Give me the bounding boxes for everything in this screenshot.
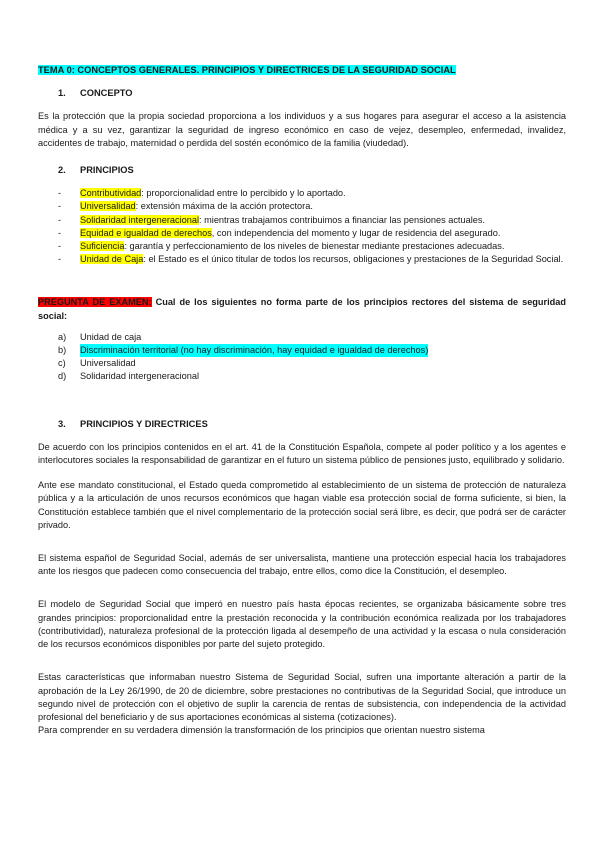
- section-3-heading: [58, 418, 566, 431]
- principle-item: [38, 240, 566, 253]
- section-3-title: PRINCIPIOS Y DIRECTRICES: [80, 418, 208, 429]
- section-3-paragraph: Para comprender en su verdadera dimensión la transformación de los principios que orientan nuestro sistema: [38, 725, 485, 736]
- list-dash: -: [58, 214, 62, 225]
- document-title-text: TEMA 0: CONCEPTOS GENERALES. PRINCIPIOS Y DIRECTRICES DE LA SEGURIDAD SOCIAL: [38, 65, 456, 75]
- exam-option: [38, 331, 566, 344]
- principle-description: : extensión máxima de la acción protectora.: [135, 201, 313, 212]
- list-dash: -: [58, 188, 62, 199]
- exam-question-text: Cual de los siguientes no forma parte de los principios rectores del sistema de seguridad social:: [38, 297, 566, 321]
- principle-term: Universalidad: [80, 201, 136, 212]
- principle-term: Unidad de Caja: [80, 254, 144, 265]
- principle-description: : el Estado es el único titular de todos los recursos, obligaciones y prestaciones de la Seguridad Social.: [143, 254, 564, 265]
- list-dash: -: [58, 201, 62, 212]
- option-text: Unidad de caja: [80, 331, 142, 342]
- section-2-number: 2.: [58, 165, 66, 176]
- document-page: [38, 64, 566, 737]
- section-2-heading: [58, 164, 566, 177]
- principle-item: [38, 253, 566, 266]
- principle-term: Solidaridad intergeneracional: [80, 214, 200, 225]
- principle-description: : garantía y perfeccionamiento de los niveles de bienestar mediante prestaciones adecuadas.: [124, 241, 505, 252]
- exam-question: [38, 296, 566, 322]
- section-3-paragraph: Estas características que informaban nuestro Sistema de Seguridad Social, sufren una importante alteración a partir de la aprobación de la Ley 26/1990, de 20 de diciembre, sobre prestaciones no contributivas de la Seguridad Social, que introduce un segundo nivel de protección con el objetivo de suplir la carencia de rentas de subsistencia, con independencia de la actividad profesional del beneficiario y de sus aportaciones económicas al sistema (cotizaciones).: [38, 672, 566, 722]
- exam-option: [38, 370, 566, 383]
- list-dash: -: [58, 254, 62, 265]
- principle-item: [38, 187, 566, 200]
- section-3-paragraph: Ante ese mandato constitucional, el Estado queda comprometido al establecimiento de un sistema de protección de naturaleza pública y a la articulación de unos recursos económicos que hagan viable esa protección social de forma suficiente, si bien, la Constitución establece también que el nivel complementario de la protección social será libre, es decir, que podrá ser de carácter privado.: [38, 480, 566, 530]
- principle-term: Contributividad: [80, 188, 142, 199]
- principle-description: : proporcionalidad entre lo percibido y lo aportado.: [141, 188, 346, 199]
- option-letter: b): [58, 345, 67, 356]
- section-3-paragraph: El modelo de Seguridad Social que imperó en nuestro país hasta épocas recientes, se organizaba básicamente sobre tres grandes principios: proporcionalidad entre la prestación reconocida y la contribución económica realizada por los trabajadores (contributividad), naturaleza profesional de la protección ligada al desempeño de una actividad y la escasa o nula consideración de los recursos económicos disponibles por parte del sujeto protegido.: [38, 599, 566, 650]
- principles-list: [38, 187, 566, 266]
- principle-term: Equidad e igualdad de derechos: [80, 227, 212, 238]
- exam-option: [38, 357, 566, 370]
- section-3-number: 3.: [58, 418, 66, 429]
- document-title: [38, 64, 566, 77]
- section-2-title: PRINCIPIOS: [80, 165, 134, 176]
- principle-item: [38, 214, 566, 227]
- option-text: Solidaridad intergeneracional: [80, 371, 200, 382]
- option-letter: a): [58, 331, 67, 342]
- principle-description: : mientras trabajamos contribuimos a financiar las pensiones actuales.: [199, 214, 485, 225]
- option-letter: c): [58, 358, 66, 369]
- exam-label: PREGUNTA DE EXAMEN:: [38, 297, 152, 308]
- option-letter: d): [58, 371, 67, 382]
- list-dash: -: [58, 241, 62, 252]
- section-3-paragraph: De acuerdo con los principios contenidos en el art. 41 de la Constitución Española, compete al poder político y a los agentes e interlocutores sociales la responsabilidad de garantizar en el futuro un sistema público de pensiones justo, equilibrado y solidario.: [38, 441, 566, 466]
- section-1-title: CONCEPTO: [80, 88, 133, 99]
- list-dash: -: [58, 227, 62, 238]
- exam-option-correct: [38, 344, 566, 357]
- section-3-paragraph: El sistema español de Seguridad Social, además de ser universalista, mantiene una protección especial hacia los trabajadores ante los riesgos que padecen como consecuencia del trabajo, entre ellos, como dice la Constitución, el desempleo.: [38, 553, 566, 577]
- principle-term: Suficiencia: [80, 241, 125, 252]
- principle-item: [38, 200, 566, 213]
- exam-options-list: [38, 331, 566, 384]
- section-1-number: 1.: [58, 88, 66, 99]
- option-text: Universalidad: [80, 358, 136, 369]
- principle-item: [38, 227, 566, 240]
- section-1-heading: [58, 87, 566, 100]
- option-text-highlighted: Discriminación territorial (no hay discriminación, hay equidad e igualdad de derechos): [80, 344, 428, 357]
- principle-description: , con independencia del momento y lugar de residencia del asegurado.: [211, 227, 501, 238]
- section-1-paragraph: Es la protección que la propia sociedad proporciona a los individuos y a sus hogares para asegurar el acceso a la asistencia médica y a su vez, garantizar la seguridad de ingreso económico en caso de vejez, desempleo, enfermedad, invalidez, accidentes de trabajo, maternidad o perdida del sostén económico de la familia (viudedad).: [38, 111, 566, 148]
